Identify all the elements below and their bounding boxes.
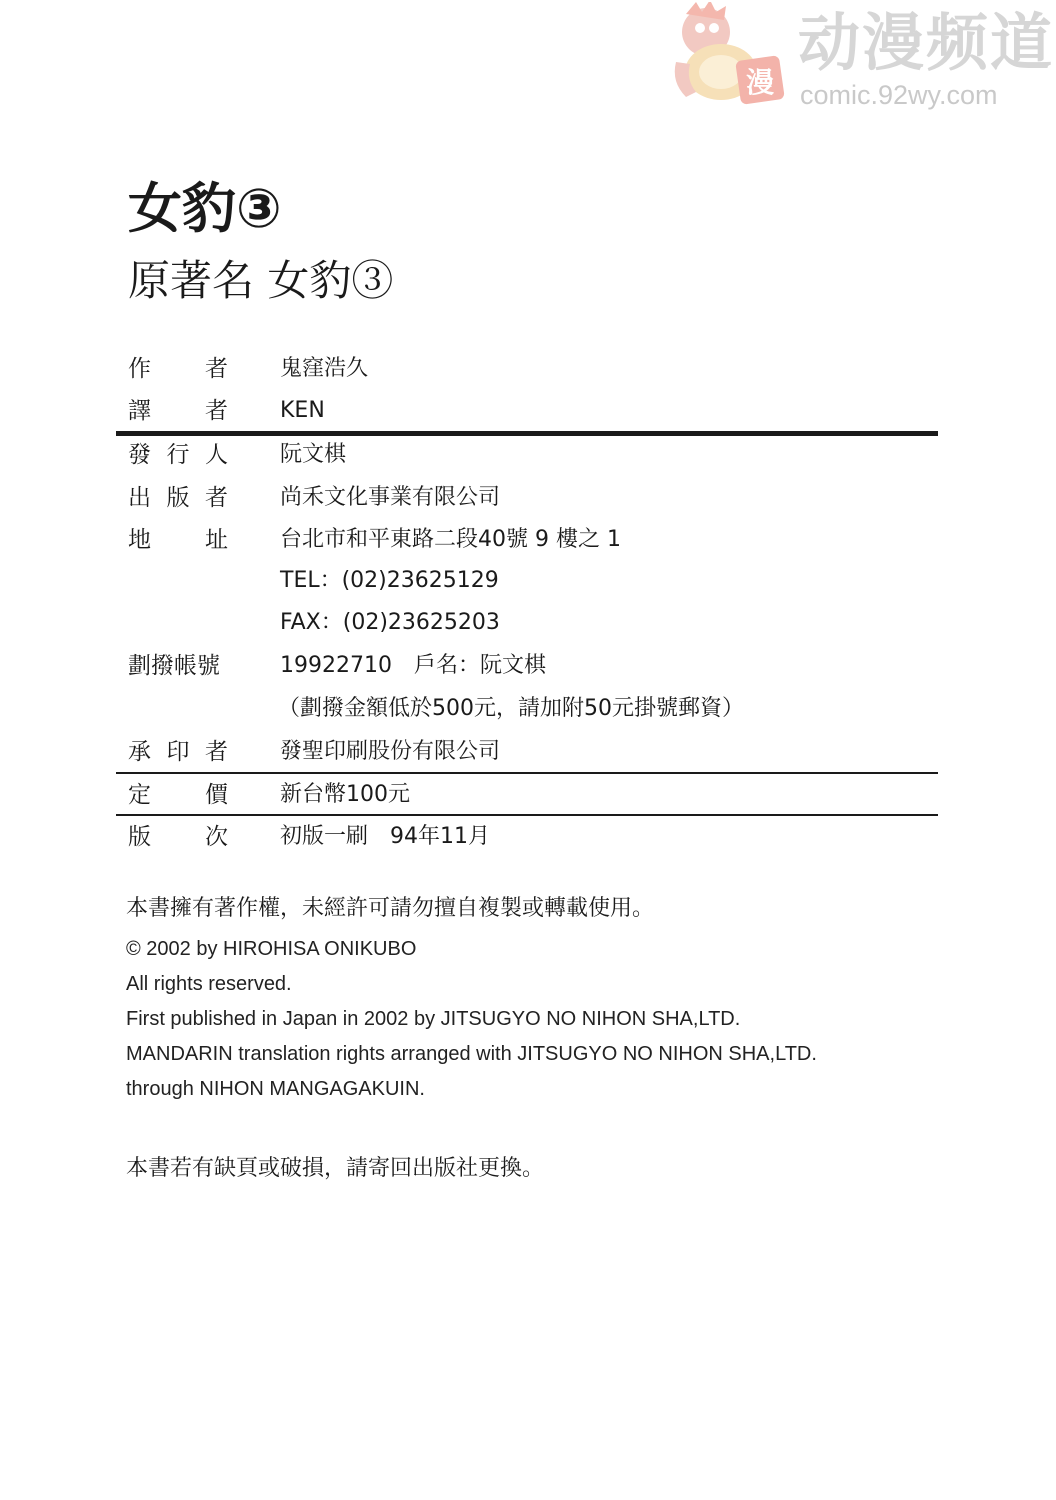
credit-label: [128, 438, 228, 472]
replacement-notice: 本書若有缺頁或破損，請寄回出版社更換。: [126, 1156, 545, 1181]
credit-label: [128, 820, 228, 854]
credit-row: [128, 735, 938, 773]
credit-label-char: 劃撥帳號: [128, 653, 220, 679]
credit-label-char: 譯: [128, 398, 151, 424]
credit-value: FAX：(02)23625203: [280, 610, 500, 635]
credit-label-char: 者: [205, 398, 228, 424]
credit-row: [128, 606, 938, 644]
credit-label-char: 發: [128, 442, 151, 468]
english-line: MANDARIN translation rights arranged with JITSUGYO NO NIHON SHA,LTD.: [126, 1043, 817, 1065]
credit-label: [128, 394, 228, 428]
credit-row: [128, 523, 938, 561]
credit-label-char: 址: [205, 527, 228, 553]
credit-label-char: 行: [166, 442, 190, 468]
watermark-brand: 动漫频道: [798, 6, 1055, 79]
credit-value: TEL：(02)23625129: [280, 568, 499, 593]
credit-label: [128, 778, 228, 812]
credit-label-char: 地: [128, 527, 151, 553]
english-line: All rights reserved.: [126, 973, 292, 995]
credit-value: 阮文棋: [280, 442, 347, 467]
credit-row: [128, 778, 938, 816]
svg-text:漫: 漫: [746, 66, 775, 99]
credit-label: [128, 735, 228, 769]
divider-thin: [116, 772, 938, 774]
credit-label: [128, 649, 228, 683]
watermark: [666, 2, 1056, 110]
credit-row: [128, 692, 938, 730]
credit-label-char: 次: [205, 824, 228, 850]
mascot-logo-icon: [666, 2, 796, 107]
credit-label: [128, 352, 228, 386]
credit-label-char: 者: [205, 485, 228, 511]
credit-row: [128, 564, 938, 602]
credit-label-char: 人: [205, 442, 228, 468]
book-title: 女豹③: [128, 177, 282, 240]
credit-value: 發聖印刷股份有限公司: [280, 739, 501, 764]
credit-label-char: 版: [128, 824, 151, 850]
english-line: First published in Japan in 2002 by JITSUGYO NO NIHON SHA,LTD.: [126, 1008, 741, 1030]
english-line: © 2002 by HIROHISA ONIKUBO: [126, 938, 417, 960]
credit-value: 初版一刷 94年11月: [280, 824, 490, 849]
credit-row: [128, 649, 938, 687]
credit-label-char: 印: [166, 739, 190, 765]
credit-label-char: 作: [128, 356, 151, 382]
credit-value: 台北市和平東路二段40號 9 樓之 1: [280, 527, 621, 552]
credit-label-char: 價: [205, 782, 228, 808]
credit-row: [128, 394, 938, 432]
credit-row: [128, 438, 938, 476]
credit-label-char: 出: [128, 485, 151, 511]
divider-thick: [116, 431, 938, 436]
divider-thin: [116, 814, 938, 816]
credit-label-char: 版: [166, 485, 190, 511]
watermark-url: comic.92wy.com: [800, 80, 998, 110]
credit-label: [128, 481, 228, 515]
credit-value: 尚禾文化事業有限公司: [280, 485, 501, 510]
credit-row: [128, 352, 938, 390]
credit-label: [128, 523, 228, 557]
credit-value: 鬼窪浩久: [280, 356, 369, 381]
original-title: 原著名 女豹③: [128, 256, 394, 305]
credit-label-char: 承: [128, 739, 151, 765]
credit-value: 19922710 戶名：阮文棋: [280, 653, 546, 678]
english-line: through NIHON MANGAGAKUIN.: [126, 1078, 425, 1100]
credit-label-char: 者: [205, 739, 228, 765]
credit-value: （劃撥金額低於500元，請加附50元掛號郵資）: [278, 696, 744, 721]
copyright-notice: 本書擁有著作權，未經許可請勿擅自複製或轉載使用。: [126, 896, 655, 921]
credit-label-char: 定: [128, 782, 151, 808]
credit-value: KEN: [280, 398, 325, 423]
credit-value: 新台幣100元: [280, 782, 410, 807]
credit-row: [128, 481, 938, 519]
credit-row: [128, 820, 938, 858]
credit-label-char: 者: [205, 356, 228, 382]
